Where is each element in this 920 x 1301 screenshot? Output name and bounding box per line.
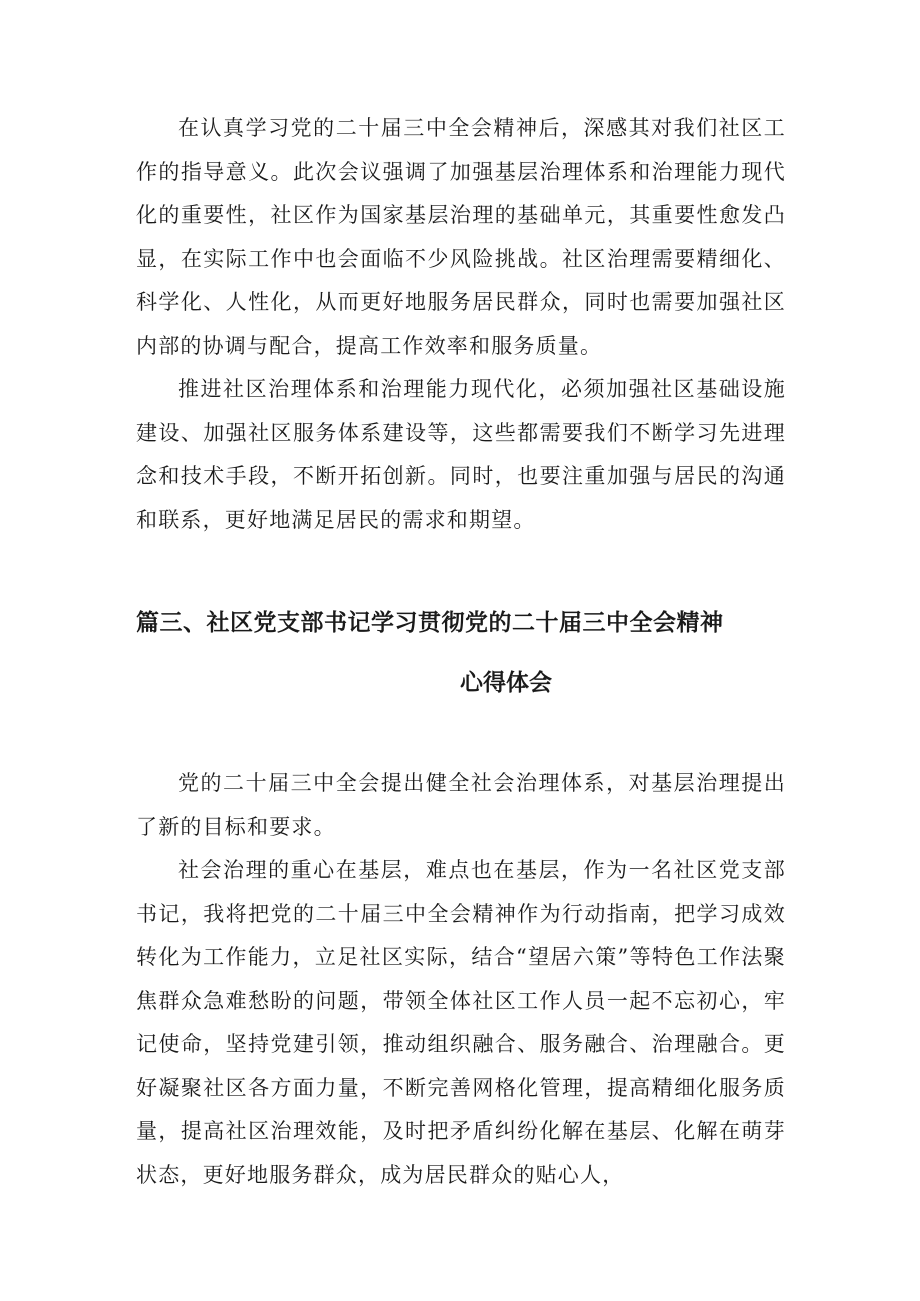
paragraph: 党的二十届三中全会提出健全社会治理体系，对基层治理提出了新的目标和要求。 xyxy=(136,771,786,839)
paragraph: 推进社区治理体系和治理能力现代化，必须加强社区基础设施建设、加强社区服务体系建设等，这些都需要我们不断学习先进理念和技术手段，不断开拓创新。同时，也要注重加强与居民的沟通和联系，更好地满足居民的需求和期望。 xyxy=(136,377,786,532)
paragraph: 社会治理的重心在基层，难点也在基层，作为一名社区党支部书记，我将把党的二十届三中全会精神作为行动指南，把学习成效转化为工作能力，立足社区实际，结合“望居六策”等特色工作法聚焦群众急难愁盼的问题，带领全体社区工作人员一起不忘初心，牢记使命，坚持党建引领，推动组织融合、服务融合、治理融合。更好凝聚社区各方面力量，不断完善网格化管理，提高精细化服务质量，提高社区治理效能，及时把矛盾纠纷化解在基层、化解在萌芽状态，更好地服务群众，成为居民群众的贴心人， xyxy=(136,858,786,1187)
section-2 xyxy=(136,762,786,1197)
section-1 xyxy=(136,107,786,542)
section-heading-line-2: 心得体会 xyxy=(460,670,552,696)
paragraph: 在认真学习党的二十届三中全会精神后，深感其对我们社区工作的指导意义。此次会议强调了加强基层治理体系和治理能力现代化的重要性，社区作为国家基层治理的基础单元，其重要性愈发凸显，在实际工作中也会面临不少风险挑战。社区治理需要精细化、科学化、人性化，从而更好地服务居民群众，同时也需要加强社区内部的协调与配合，提高工作效率和服务质量。 xyxy=(136,116,786,358)
section-heading-line-1: 篇三、社区党支部书记学习贯彻党的二十届三中全会精神 xyxy=(136,610,724,636)
